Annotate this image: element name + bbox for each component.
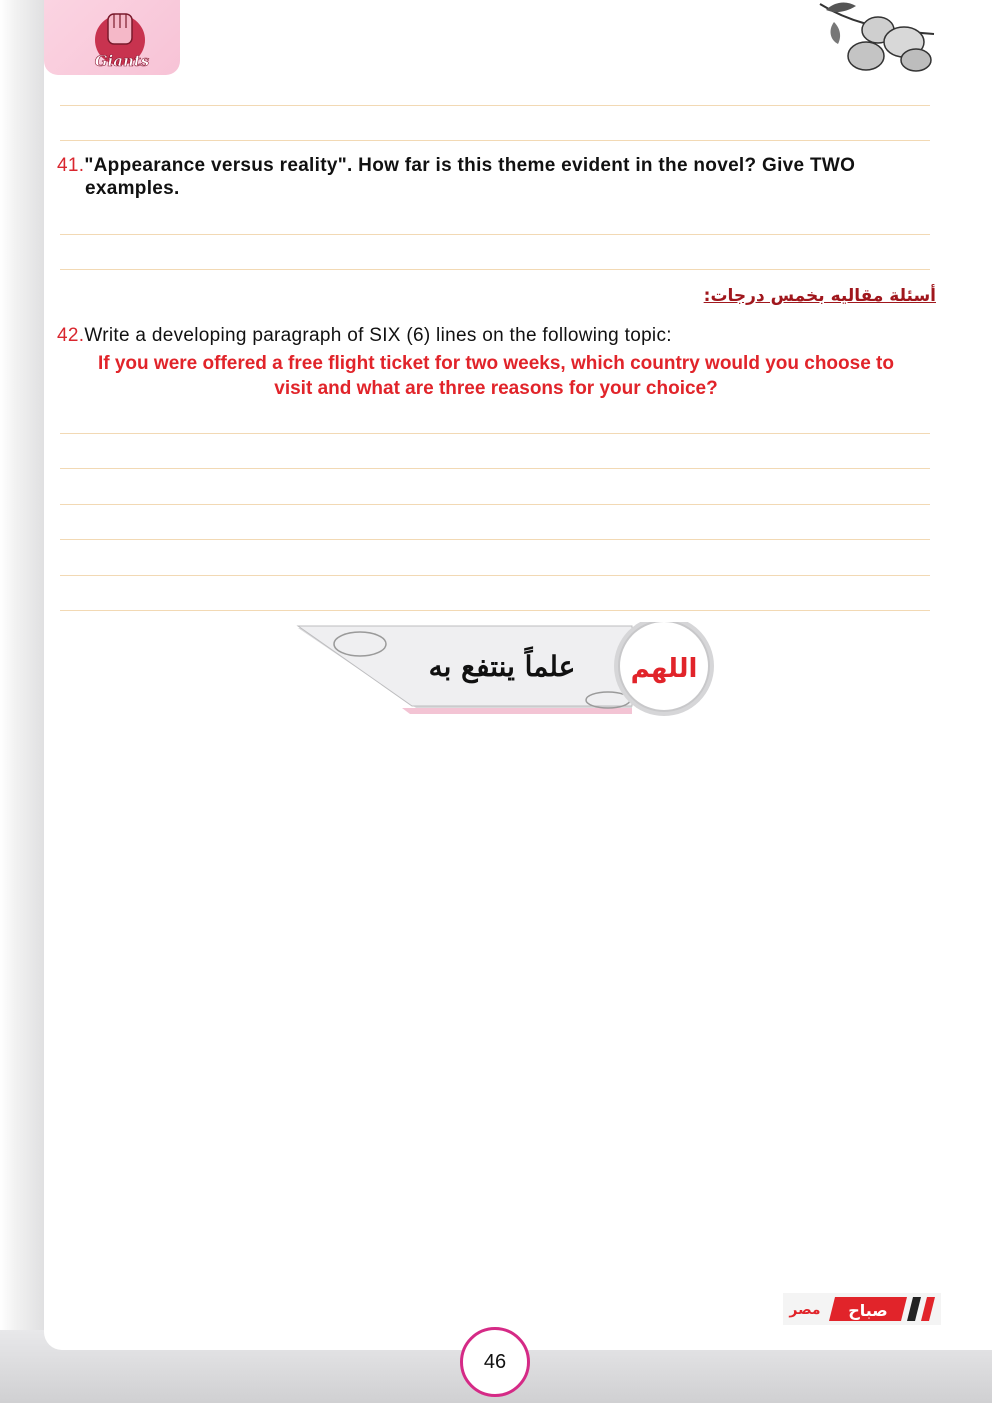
answer-line [60, 468, 930, 469]
question-42 [57, 323, 937, 348]
prayer-banner [292, 622, 724, 718]
topic-line-2: visit and what are three reasons for your choice? [274, 378, 718, 399]
question-41 [57, 153, 937, 178]
olive-branch-icon [816, 0, 938, 78]
answer-line [60, 269, 930, 270]
question-number: 42. [57, 325, 85, 346]
question-number: 41. [57, 155, 85, 176]
brand-logo [783, 1293, 941, 1325]
answer-line [60, 234, 930, 235]
question-text: "Appearance versus reality". How far is this theme evident in the novel? Give TWO [84, 155, 856, 176]
brand-red-text: صباح [848, 1301, 888, 1320]
answer-line [60, 105, 930, 106]
section-heading: أسئلة مقاليه بخمس درجات: [703, 286, 936, 306]
answer-line [60, 539, 930, 540]
question-text: Write a developing paragraph of SIX (6) lines on the following topic: [84, 325, 672, 346]
answer-line [60, 610, 930, 611]
question-41-continuation: examples. [85, 178, 180, 199]
answer-line [60, 140, 930, 141]
answer-line [60, 504, 930, 505]
banner-red-text: اللهم [630, 654, 698, 684]
banner-black-text: علماً ينتفع به [428, 650, 576, 683]
raised-fist-icon [44, 0, 180, 75]
topic-line-1: If you were offered a free flight ticket for two weeks, which country would you choose to [97, 353, 894, 374]
answer-line [60, 433, 930, 434]
giants-logo [44, 0, 180, 75]
brand-dark-text: مصر [789, 1302, 821, 1318]
page-number: 46 [460, 1327, 530, 1397]
answer-line [60, 575, 930, 576]
logo-text: Giants [94, 52, 150, 70]
